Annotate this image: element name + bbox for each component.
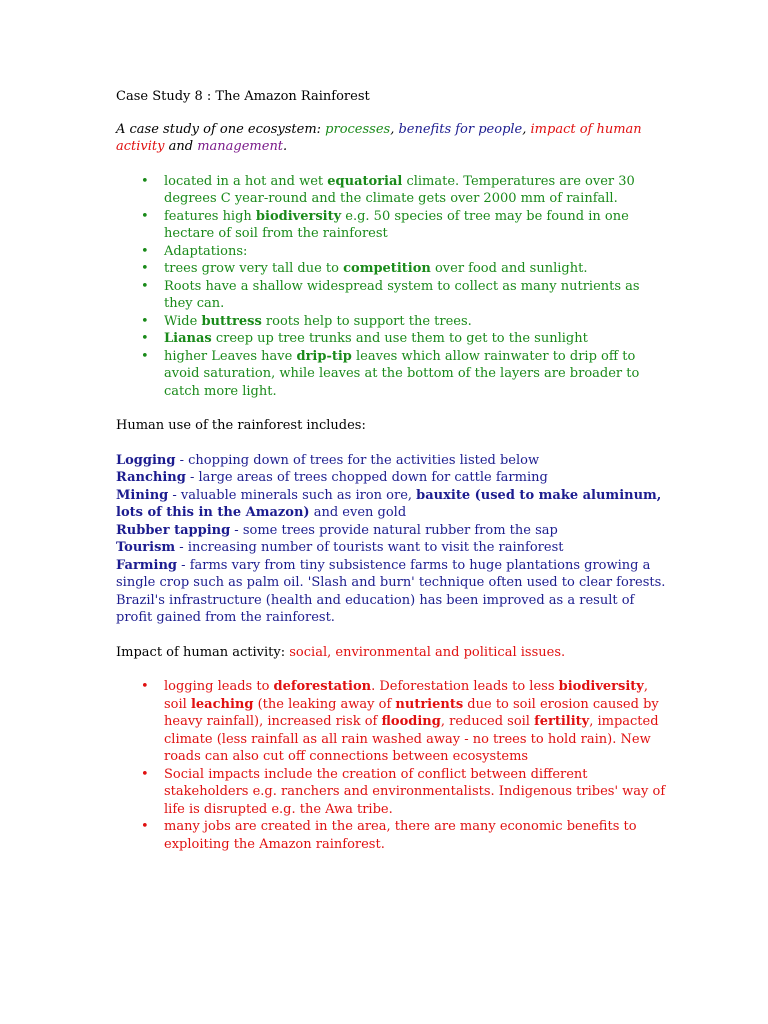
bullet-text: , impacted climate [164,714,659,747]
use-term: Logging [116,452,176,468]
human-use-heading: Human use of the rainforest includes: [116,418,366,433]
ecosystem-bullet-list [116,173,668,401]
spacer [116,627,668,644]
list-item [116,348,668,401]
impact-heading-prefix: Impact of human activity: [116,644,290,660]
keyword: deforestation [273,679,372,694]
human-use-list [116,452,668,627]
use-logging [116,452,668,470]
keyword: Lianas [164,331,212,346]
intro-processes: processes [325,121,391,137]
intro-prefix: A case study of one ecosystem: [116,121,326,137]
intro-end: . [283,139,288,154]
list-item [116,278,668,313]
impact-heading [116,644,668,662]
bullet-text: higher Leaves have [164,348,297,364]
bullet-text: Adaptations: [164,243,248,259]
keyword: fertility [534,714,590,729]
use-desc: - farms vary from tiny subsistence farms to huge plantations growing a single crop such as palm oil. 'Slash and burn' technique often used to clear forests. [116,557,666,590]
use-tourism [116,539,668,557]
use-desc: - increasing number of tourists want to visit the rainforest [175,540,564,555]
list-item [116,208,668,243]
use-desc: - valuable minerals such as iron ore, [168,487,417,503]
use-term: Mining [116,487,169,503]
list-item [116,818,668,853]
bullet-text: Social impacts include the creation of conflict between different stakeholders e.g. ranchers and environmentalists. Indigenous tribes' way of life is disrupted e.g. the Awa tribe. [164,766,666,817]
bullet-text: . New roads can also cut off connections between ecosystems [164,731,651,764]
intro-paragraph [116,121,668,156]
bullet-text: located in a hot and wet [164,173,328,189]
keyword: drip-tip [296,348,352,364]
use-infrastructure: Brazil's infrastructure (health and education) has been improved as a result of profit gained from the rainforest. [116,592,635,625]
bullet-text: ) [254,714,260,729]
use-term: Rubber tapping [116,522,231,538]
keyword: flooding [381,714,441,729]
bullet-text: due to soil erosion caused by heavy rainfall [164,696,659,729]
use-desc: - some trees provide natural rubber from the sap [230,522,558,538]
list-item [116,678,668,766]
list-item [116,330,668,348]
keyword: biodiversity [558,679,644,694]
bullet-text: Wide [164,313,202,329]
keyword: biodiversity [255,208,342,224]
bullet-text: features high [164,208,256,224]
bullet-text: many jobs are created in the area, there are many economic benefits to exploiting the Amazon rainforest. [164,819,637,852]
bullet-text: over food and sunlight. [430,261,588,276]
intro-impact: impact of human activity [116,121,642,154]
list-item [116,766,668,819]
use-term: Farming [116,557,178,573]
bullet-text: ( [253,696,263,712]
list-item [116,313,668,331]
keyword: leaching [190,696,254,712]
use-term: Ranching [116,470,186,485]
bullet-text: leaves which allow rainwater to drip off to avoid saturation, while leaves at the bottom of the layers are broader to catch more light. [164,348,640,399]
keyword: nutrients [395,696,464,712]
bullet-text: Roots have a shallow widespread system to collect as many nutrients as they can. [164,278,640,311]
use-desc: and even gold [309,505,407,520]
page-title: Case Study 8 : The Amazon Rainforest [116,89,370,104]
bullet-text: the leaking away of [262,696,396,712]
intro-management: management [197,139,284,154]
use-desc: - chopping down of trees for the activities listed below [175,452,540,468]
bullet-text: (less rainfall as all rain washed away - no trees to hold rain) [216,731,613,747]
bullet-text: roots help to support the trees. [261,313,472,329]
list-item [116,173,668,208]
bullet-text: , increased risk of [259,714,382,729]
list-item [116,243,668,261]
impact-heading-issues: social, environmental and political issues. [289,644,566,660]
bullet-text: creep up tree trunks and use them to get to the sunlight [211,331,588,346]
use-farming [116,557,668,592]
bullet-text: . Deforestation leads to less [371,679,559,694]
use-term: bauxite (used to make aluminum, lots of this in the Amazon) [116,487,662,520]
intro-sep: , [390,121,399,137]
impact-bullet-list [116,678,668,853]
intro-benefits: benefits for people [398,121,523,137]
spacer [116,400,668,417]
keyword: buttress [201,313,262,329]
bullet-text: climate. Temperatures are over 30 degrees C year-round and the climate gets over 2000 mm of rainfall. [164,173,635,206]
bullet-text: e.g. 50 species of tree may be found in one hectare of soil from the rainforest [164,208,629,241]
use-desc: - large areas of trees chopped down for cattle farming [185,470,548,485]
use-rubber-tapping [116,522,668,540]
list-item [116,260,668,278]
keyword: equatorial [327,173,403,189]
bullet-text: , reduced soil [440,714,535,729]
use-term: Tourism [116,540,176,555]
keyword: competition [343,261,431,276]
intro-sep: , [522,121,531,137]
use-mining [116,487,668,522]
intro-and: and [164,139,198,154]
bullet-text: logging leads to [164,679,274,694]
bullet-text: , soil [164,679,648,712]
use-ranching [116,469,668,487]
bullet-text: trees grow very tall due to [164,261,344,276]
